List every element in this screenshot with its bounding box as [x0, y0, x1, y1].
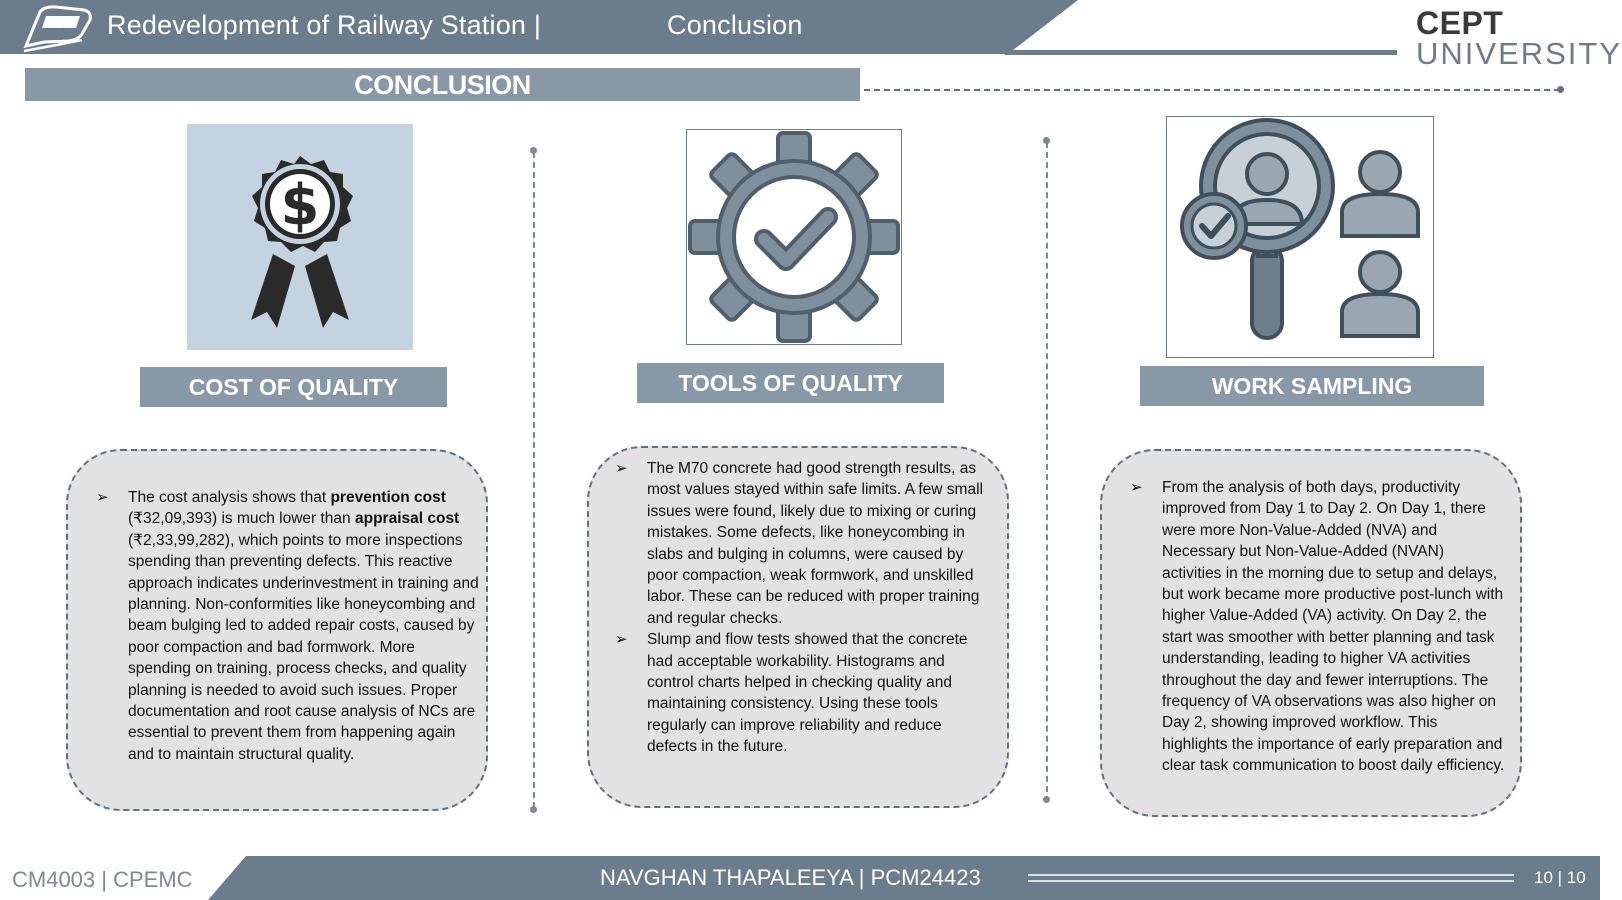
- footer-course: CM4003 | CPEMC: [12, 867, 193, 892]
- divider-dot: [530, 147, 537, 154]
- bullet-text: The cost analysis shows that: [128, 489, 331, 506]
- cost-of-quality-card: [66, 449, 488, 811]
- bullet-arrow-icon: ➢: [1130, 479, 1143, 496]
- work-sampling-card: [1100, 449, 1522, 817]
- bullet-arrow-icon: ➢: [615, 631, 628, 649]
- bullet-text: From the analysis of both days, productivity improved from Day 1 to Day 2. On Day 1, there were more Non-Value-Added (NVA) and Necessary but Non-Value-Added (NVAN) activities in the morning due to setup and delays, but work became more productive post-lunch with higher Value-Added (VA) activity. On Day 2, the start was smoother with better planning and task understanding, leading to higher VA activities throughout the day and fewer interruptions. The frequency of VA observations was also higher on Day 2, showing improved workflow. This highlights the importance of early preparation and clear task communication to boost daily efficiency.: [1162, 479, 1505, 775]
- column-divider: [1046, 142, 1048, 802]
- bold-term: prevention cost: [330, 489, 446, 506]
- bullet-item: [615, 458, 987, 629]
- bullet-text: (₹2,33,99,282), which points to more inspections spending than preventing defects. This reactive approach indicates underinvestment in training and planning. Non-conformities like honeycombing and beam bulging led to added repair costs, caused by poor compaction and bad formwork. More spending on training, process checks, and quality planning is needed to avoid such issues. Proper documentation and root cause analysis of NCs are essential to prevent them from happening again and to maintain structural quality.: [128, 531, 479, 763]
- conclusion-banner: [25, 68, 860, 101]
- magnifier-people-icon: [1166, 116, 1434, 358]
- divider-dot: [530, 806, 537, 813]
- column-divider: [533, 152, 535, 808]
- bold-term: appraisal cost: [354, 510, 460, 528]
- tools-of-quality-list: [615, 458, 987, 758]
- bullet-text: (₹32,09,393) is much lower than: [128, 510, 355, 528]
- bullet-item: [1130, 477, 1506, 777]
- header-bar: [0, 0, 1622, 71]
- gear-check-icon: [686, 129, 902, 345]
- tools-of-quality-card: [587, 446, 1009, 808]
- banner-dashed-line: [864, 89, 1560, 91]
- header-title: Redevelopment of Railway Station |: [107, 10, 542, 40]
- university-logo-line2: UNIVERSITY: [1416, 36, 1622, 71]
- university-logo: [1416, 5, 1622, 71]
- train-icon: [22, 4, 94, 54]
- banner-dot: [1557, 86, 1564, 93]
- page-number: 10 | 10: [1534, 868, 1586, 887]
- bullet-text: The M70 concrete had good strength results, as most values stayed within safe limits. A few small issues were found, likely due to mixing or curing mistakes. Some defects, like honeycombing in slabs and bulging in columns, were caused by poor compaction, weak formwork, and unskilled labor. These can be reduced with proper training and regular checks.: [647, 460, 983, 627]
- bullet-text: Slump and flow tests showed that the concrete had acceptable workability. Histograms and control charts helped in checking quality and maintaining consistency. Using these tools regularly can improve reliability and reduce defects in the future.: [647, 631, 968, 756]
- svg-text:$: $: [280, 173, 320, 238]
- header-section: Conclusion: [667, 10, 803, 40]
- dollar-award-icon: [187, 124, 413, 350]
- bullet-item: [615, 629, 987, 757]
- divider-dot: [1043, 796, 1050, 803]
- divider-dot: [1043, 137, 1050, 144]
- bullet-arrow-icon: ➢: [615, 460, 628, 477]
- bullet-item: [96, 487, 480, 765]
- cost-of-quality-list: [96, 487, 480, 765]
- banner-title: CONCLUSION: [354, 70, 531, 100]
- section-label-cost-of-quality: COST OF QUALITY: [140, 367, 447, 407]
- section-label-tools-of-quality: TOOLS OF QUALITY: [637, 363, 944, 403]
- work-sampling-list: [1130, 477, 1506, 777]
- bullet-arrow-icon: ➢: [96, 489, 109, 506]
- university-logo-line1: CEPT: [1416, 5, 1504, 41]
- footer-bar: [0, 856, 1600, 900]
- section-label-work-sampling: WORK SAMPLING: [1140, 366, 1484, 406]
- footer-author: NAVGHAN THAPALEEYA | PCM24423: [600, 865, 981, 890]
